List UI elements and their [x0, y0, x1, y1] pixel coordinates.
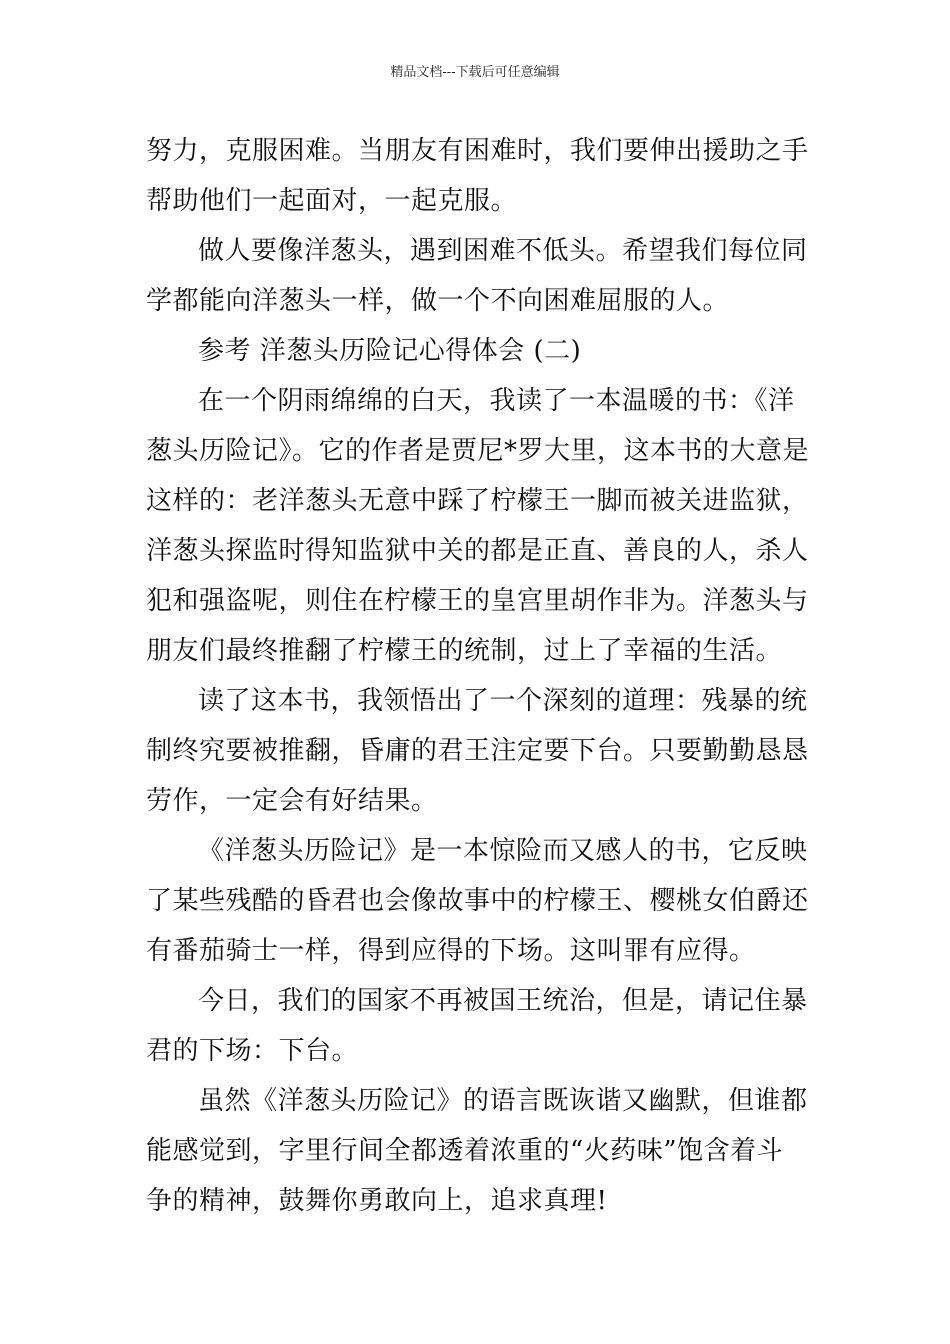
text-line: 争的精神，鼓舞你勇敢向上，追求真理! [146, 1186, 608, 1216]
text-line: 制终究要被推翻，昏庸的君王注定要下台。只要勤勤恳恳 [146, 736, 809, 766]
text-line: 努力，克服困难。当朋友有困难时，我们要伸出援助之手 [146, 136, 809, 166]
paragraph-start-line: 今日，我们的国家不再被国王统治，但是，请记住暴 [198, 986, 808, 1016]
paragraph-start-line: 在一个阴雨绵绵的白天，我读了一本温暖的书：《洋 [198, 386, 795, 416]
section-heading: 参考 洋葱头历险记心得体会 (二) [198, 336, 582, 366]
text-line: 葱头历险记》。它的作者是贾尼*罗大里，这本书的大意是 [146, 436, 810, 466]
text-line: 有番茄骑士一样，得到应得的下场。这叫罪有应得。 [146, 936, 756, 966]
document-body [146, 126, 808, 1226]
text-line: 这样的：老洋葱头无意中踩了柠檬王一脚而被关进监狱， [146, 486, 809, 516]
text-line: 能感觉到，字里行间全都透着浓重的“火药味”饱含着斗 [146, 1136, 784, 1166]
paragraph-start-line: 虽然《洋葱头历险记》的语言既诙谐又幽默，但谁都 [198, 1086, 808, 1116]
text-line: 帮助他们一起面对，一起克服。 [146, 186, 518, 216]
paragraph-start-line: 《洋葱头历险记》是一本惊险而又感人的书，它反映 [198, 836, 808, 866]
paragraph-start-line: 读了这本书，我领悟出了一个深刻的道理：残暴的统 [198, 686, 808, 716]
text-line: 劳作，一定会有好结果。 [146, 786, 438, 816]
text-line: 君的下场：下台。 [146, 1036, 359, 1066]
text-line: 学都能向洋葱头一样，做一个不向困难屈服的人。 [146, 286, 730, 316]
text-line: 朋友们最终推翻了柠檬王的统制，过上了幸福的生活。 [146, 636, 783, 666]
paragraph-start-line: 做人要像洋葱头，遇到困难不低头。希望我们每位同 [198, 236, 808, 266]
page-header: 精品文档---下载后可任意编辑 [390, 65, 560, 80]
text-line: 洋葱头探监时得知监狱中关的都是正直、善良的人，杀人 [146, 536, 809, 566]
text-line: 犯和强盗呢，则住在柠檬王的皇宫里胡作非为。洋葱头与 [146, 586, 809, 616]
text-line: 了某些残酷的昏君也会像故事中的柠檬王、樱桃女伯爵还 [146, 886, 809, 916]
